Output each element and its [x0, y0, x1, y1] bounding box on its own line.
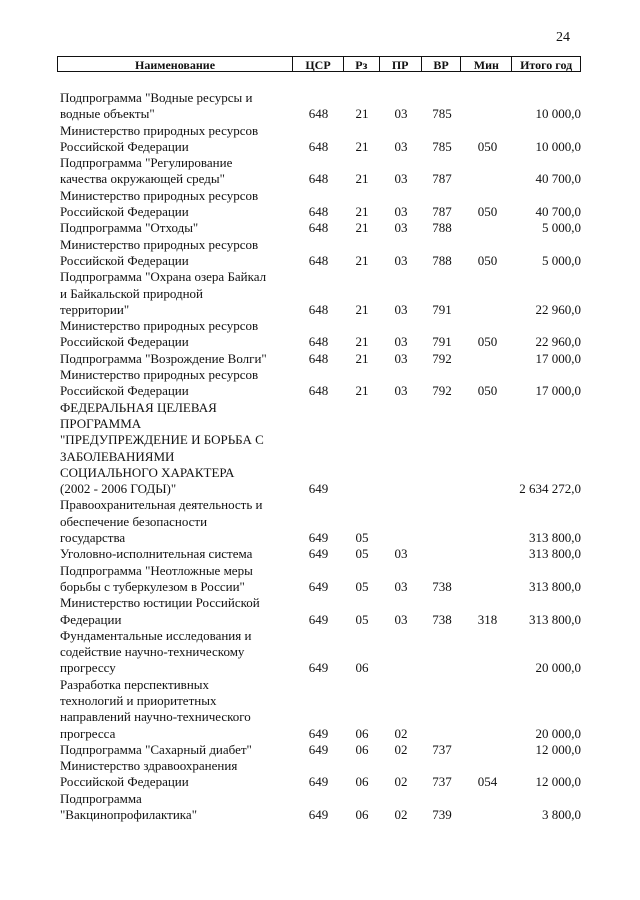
cell-csr: 648: [308, 138, 329, 154]
cell-name: Подпрограмма "Регулирование качества окружающей среды": [60, 155, 233, 187]
cell-csr: 649: [308, 611, 329, 627]
table-row: [57, 791, 581, 824]
cell-rz: 21: [355, 350, 369, 366]
cell-name: Министерство юстиции Российской Федерации: [60, 595, 260, 627]
cell-min: 318: [477, 611, 498, 627]
cell-total: 10 000,0: [535, 138, 581, 154]
cell-pr: 03: [394, 546, 408, 562]
cell-min: 050: [477, 252, 498, 268]
cell-rz: 21: [355, 171, 369, 187]
cell-vr: 787: [432, 204, 452, 220]
cell-total: 10 000,0: [535, 106, 581, 122]
header-pr: ПР: [380, 57, 422, 71]
cell-pr: 02: [394, 725, 408, 741]
cell-pr: 03: [394, 383, 408, 399]
cell-csr: 649: [308, 741, 329, 757]
cell-pr: 02: [394, 774, 408, 790]
cell-pr: 03: [394, 106, 408, 122]
table-row: [57, 318, 581, 351]
cell-pr: 03: [394, 252, 408, 268]
cell-rz: 21: [355, 204, 369, 220]
cell-min: 050: [477, 138, 498, 154]
cell-rz: 06: [355, 807, 369, 823]
cell-min: 050: [477, 383, 498, 399]
table-row: [57, 628, 581, 677]
cell-rz: 21: [355, 383, 369, 399]
cell-name: Министерство природных ресурсов Российской Федерации: [60, 367, 259, 399]
cell-name: Подпрограмма "Возрождение Волги": [60, 350, 267, 366]
cell-total: 12 000,0: [535, 774, 581, 790]
cell-rz: 21: [355, 301, 369, 317]
cell-total: 17 000,0: [535, 383, 581, 399]
cell-pr: 03: [394, 578, 408, 594]
table-row: [57, 758, 581, 791]
cell-rz: 21: [355, 106, 369, 122]
cell-total: 2 634 272,0: [519, 481, 581, 497]
cell-csr: 648: [308, 171, 329, 187]
cell-min: 050: [477, 204, 498, 220]
cell-rz: 06: [355, 725, 369, 741]
cell-csr: 649: [308, 725, 329, 741]
cell-rz: 05: [355, 611, 369, 627]
table-header: [57, 56, 581, 72]
cell-csr: 648: [308, 350, 329, 366]
cell-name: Министерство природных ресурсов Российской Федерации: [60, 318, 259, 350]
cell-min: 050: [477, 334, 498, 350]
cell-total: 22 960,0: [535, 334, 581, 350]
cell-pr: 03: [394, 220, 408, 236]
cell-pr: 03: [394, 138, 408, 154]
cell-name: Министерство природных ресурсов Российской Федерации: [60, 236, 259, 268]
table-row: [57, 351, 581, 367]
cell-csr: 649: [308, 546, 329, 562]
cell-min: 054: [477, 774, 498, 790]
cell-csr: 649: [308, 481, 329, 497]
cell-name: Подпрограмма "Водные ресурсы и водные объекты": [60, 90, 253, 122]
cell-csr: 649: [308, 578, 329, 594]
cell-csr: 649: [308, 774, 329, 790]
table-body: [57, 90, 581, 823]
table-row: [57, 90, 581, 123]
cell-name: Подпрограмма "Вакцинопрофилактика": [60, 790, 198, 823]
cell-csr: 648: [308, 252, 329, 268]
header-vr: ВР: [422, 57, 462, 71]
cell-vr: 737: [432, 774, 452, 790]
header-total: Итого год: [520, 58, 573, 71]
cell-vr: 785: [432, 138, 452, 154]
cell-csr: 648: [308, 334, 329, 350]
cell-csr: 649: [308, 807, 329, 823]
cell-name: Подпрограмма "Отходы": [60, 220, 199, 236]
header-csr: ЦСР: [293, 57, 344, 71]
cell-name: Разработка перспективных технологий и приоритетных направлений научно-технического прогресса: [60, 676, 251, 741]
table-row: [57, 188, 581, 221]
cell-vr: 738: [432, 611, 452, 627]
cell-pr: 03: [394, 204, 408, 220]
cell-total: 12 000,0: [535, 741, 581, 757]
cell-vr: 737: [432, 741, 452, 757]
cell-csr: 648: [308, 106, 329, 122]
header-min: Мин: [461, 57, 512, 71]
cell-total: 313 800,0: [529, 546, 581, 562]
cell-rz: 05: [355, 530, 369, 546]
cell-vr: 791: [432, 334, 452, 350]
table-row: [57, 677, 581, 742]
table-row: [57, 742, 581, 758]
table-row: [57, 400, 581, 498]
cell-rz: 21: [355, 220, 369, 236]
cell-rz: 05: [355, 546, 369, 562]
cell-vr: 792: [432, 383, 452, 399]
cell-name: ФЕДЕРАЛЬНАЯ ЦЕЛЕВАЯ ПРОГРАММА "ПРЕДУПРЕЖДЕНИЕ И БОРЬБА С ЗАБОЛЕВАНИЯМИ СОЦИАЛЬНОГО ХАРАКТЕРА (2002 - 2006 ГОДЫ)": [60, 399, 264, 497]
cell-total: 3 800,0: [542, 807, 581, 823]
cell-total: 40 700,0: [535, 204, 581, 220]
cell-pr: 03: [394, 301, 408, 317]
cell-csr: 648: [308, 220, 329, 236]
budget-table: [57, 56, 581, 823]
cell-total: 313 800,0: [529, 578, 581, 594]
cell-vr: 739: [432, 807, 452, 823]
cell-total: 313 800,0: [529, 611, 581, 627]
cell-total: 313 800,0: [529, 530, 581, 546]
cell-rz: 21: [355, 334, 369, 350]
cell-total: 17 000,0: [535, 350, 581, 366]
table-row: [57, 155, 581, 188]
cell-name: Фундаментальные исследования и содействие научно-техническому прогрессу: [60, 627, 252, 676]
cell-csr: 648: [308, 204, 329, 220]
cell-total: 20 000,0: [535, 725, 581, 741]
cell-vr: 791: [432, 301, 452, 317]
cell-vr: 792: [432, 350, 452, 366]
cell-vr: 785: [432, 106, 452, 122]
cell-vr: 787: [432, 171, 452, 187]
cell-csr: 648: [308, 301, 329, 317]
cell-total: 20 000,0: [535, 660, 581, 676]
cell-pr: 02: [394, 807, 408, 823]
cell-rz: 06: [355, 774, 369, 790]
cell-name: Правоохранительная деятельность и обеспечение безопасности государства: [60, 497, 263, 546]
cell-name: Министерство природных ресурсов Российской Федерации: [60, 122, 259, 154]
table-row: [57, 595, 581, 628]
cell-csr: 649: [308, 660, 329, 676]
cell-rz: 06: [355, 660, 369, 676]
table-row: [57, 563, 581, 596]
cell-total: 5 000,0: [542, 220, 581, 236]
table-row: [57, 237, 581, 270]
table-row: [57, 220, 581, 236]
header-name: Наименование: [58, 57, 293, 71]
table-row: [57, 497, 581, 546]
cell-rz: 05: [355, 578, 369, 594]
cell-pr: 03: [394, 334, 408, 350]
cell-name: Министерство природных ресурсов Российской Федерации: [60, 187, 259, 220]
cell-vr: 788: [432, 252, 452, 268]
table-row: [57, 269, 581, 318]
cell-name: Уголовно-исполнительная система: [60, 546, 253, 562]
cell-pr: 03: [394, 350, 408, 366]
cell-vr: 738: [432, 578, 452, 594]
cell-name: Подпрограмма "Сахарный диабет": [60, 741, 252, 757]
cell-total: 5 000,0: [542, 252, 581, 268]
cell-csr: 649: [308, 530, 329, 546]
cell-rz: 21: [355, 138, 369, 154]
table-row: [57, 123, 581, 156]
table-row: [57, 367, 581, 400]
cell-total: 22 960,0: [535, 301, 581, 317]
cell-name: Подпрограмма "Неотложные меры борьбы с туберкулезом в России": [60, 562, 253, 594]
cell-total: 40 700,0: [535, 171, 581, 187]
page-number: 24: [556, 30, 570, 45]
cell-vr: 788: [432, 220, 452, 236]
cell-rz: 06: [355, 741, 369, 757]
header-rz: Рз: [344, 57, 380, 71]
cell-pr: 03: [394, 611, 408, 627]
cell-pr: 03: [394, 171, 408, 187]
cell-rz: 21: [355, 252, 369, 268]
cell-name: Подпрограмма "Охрана озера Байкал и Байкальской природной территории": [60, 269, 267, 317]
cell-name: Министерство здравоохранения Российской Федерации: [60, 758, 238, 790]
table-row: [57, 546, 581, 562]
cell-csr: 648: [308, 383, 329, 399]
cell-pr: 02: [394, 741, 408, 757]
